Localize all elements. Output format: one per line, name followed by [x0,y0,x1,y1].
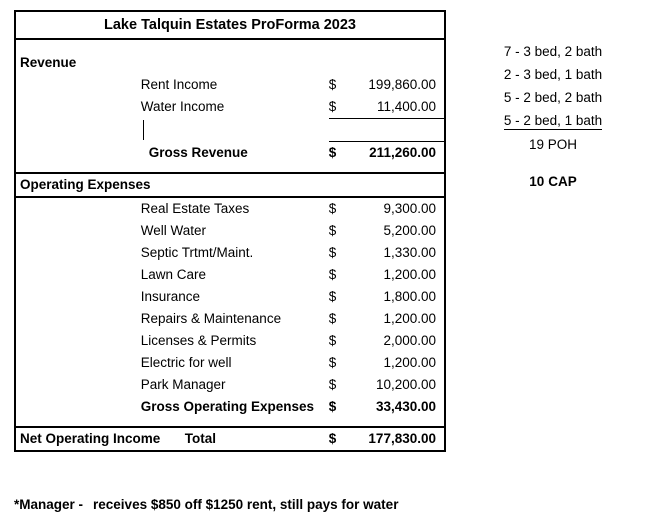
line-item-label: Rent Income [140,77,218,92]
cap-value: 10 [529,174,545,189]
row-spacer-cell [16,374,115,396]
footnote-label: *Manager - [14,497,84,512]
net-operating-income-amount: 177,830.00 [368,431,436,446]
revenue-section-header-row [16,52,444,74]
currency-symbol: $ [328,431,337,446]
row-spacer-cell [16,119,115,142]
currency-symbol: $ [328,77,337,92]
gross-revenue-row [16,142,444,165]
line-item-label: Park Manager [140,377,226,392]
operating-expenses-section-label: Operating Expenses [20,177,151,192]
gross-operating-expenses-amount: 33,430.00 [375,399,436,414]
currency-symbol: $ [328,399,337,414]
row-spacer-cell [16,308,115,330]
line-item-amount: 199,860.00 [368,77,436,92]
proforma-table [14,10,446,452]
empty-cell [329,119,358,142]
line-item-amount: 10,200.00 [375,377,436,392]
gross-operating-expenses-row [16,396,444,418]
currency-symbol: $ [328,311,337,326]
unit-mix-line: 5 - 2 bed, 2 bath [503,90,603,105]
spacer [16,164,444,173]
line-item-label: Licenses & Permits [140,333,257,348]
page-title: Lake Talquin Estates ProForma 2023 [16,12,444,39]
line-item-amount: 2,000.00 [383,333,436,348]
gross-revenue-amount: 211,260.00 [358,142,444,165]
table-row [16,308,444,330]
line-item-label: Water Income [140,99,225,115]
spacer [16,39,444,52]
line-item-label: Repairs & Maintenance [140,311,282,326]
table-row [16,352,444,374]
line-item-label: Septic Trtmt/Maint. [140,245,254,260]
footnote [14,497,398,512]
currency-symbol: $ [329,96,358,119]
line-item-label: Electric for well [140,355,232,370]
table-row [16,330,444,352]
gross-operating-expenses-label: Gross Operating Expenses [140,399,315,414]
unit-mix-line-text: 5 - 2 bed, 1 bath [503,113,603,128]
table-row [16,74,444,96]
currency-symbol: $ [328,333,337,348]
row-spacer-cell [16,352,115,374]
unit-mix-line [470,109,636,132]
empty-cell [358,119,444,142]
currency-symbol: $ [328,245,337,260]
table-row [16,198,444,220]
net-operating-income-row [16,428,444,450]
row-spacer-cell [16,264,115,286]
row-spacer-cell [16,242,115,264]
net-operating-income-label: Net Operating Income [20,431,161,446]
line-item-label: Lawn Care [140,267,207,282]
table-row [16,242,444,264]
document-title-row [16,12,444,39]
cap-label: CAP [548,174,577,189]
row-spacer-cell [16,198,115,220]
currency-symbol: $ [328,289,337,304]
table-row [16,220,444,242]
line-item-amount: 1,200.00 [383,355,436,370]
line-item-amount: 1,200.00 [383,311,436,326]
currency-symbol: $ [328,377,337,392]
text-cursor [115,119,329,142]
revenue-section-label: Revenue [20,55,77,70]
currency-symbol: $ [328,223,337,238]
table-row [16,264,444,286]
line-item-label: Insurance [140,289,201,304]
unit-mix-line: 7 - 3 bed, 2 bath [503,44,603,59]
line-item-amount: 11,400.00 [358,96,444,119]
currency-symbol: $ [328,355,337,370]
side-notes [470,40,636,194]
row-spacer-cell [16,396,115,418]
currency-symbol: $ [329,142,358,165]
line-item-amount: 5,200.00 [383,223,436,238]
poh-total: 19 POH [528,137,578,152]
unit-mix-line: 2 - 3 bed, 1 bath [503,67,603,82]
operating-expenses-section-header-row [16,174,444,197]
cap-rate [470,170,636,194]
currency-symbol: $ [328,267,337,282]
row-spacer-cell [16,330,115,352]
footnote-text: receives $850 off $1250 rent, still pays for water [93,497,399,512]
line-item-amount: 9,300.00 [383,201,436,216]
line-item-amount: 1,330.00 [383,245,436,260]
row-spacer-cell [16,96,115,119]
line-item-label: Well Water [140,223,207,238]
currency-symbol: $ [328,201,337,216]
blank-edit-row [16,119,444,142]
total-label: Total [184,431,216,446]
line-item-amount: 1,200.00 [383,267,436,282]
table-row [16,286,444,308]
row-spacer-cell [16,74,115,96]
row-spacer-cell [16,220,115,242]
spacer [16,418,444,427]
line-item-label: Real Estate Taxes [140,201,250,216]
line-item-amount: 1,800.00 [383,289,436,304]
table-row [16,96,444,119]
row-spacer-cell [16,286,115,308]
gross-revenue-label: Gross Revenue [148,144,248,160]
table-row [16,374,444,396]
row-spacer-cell [16,142,115,165]
